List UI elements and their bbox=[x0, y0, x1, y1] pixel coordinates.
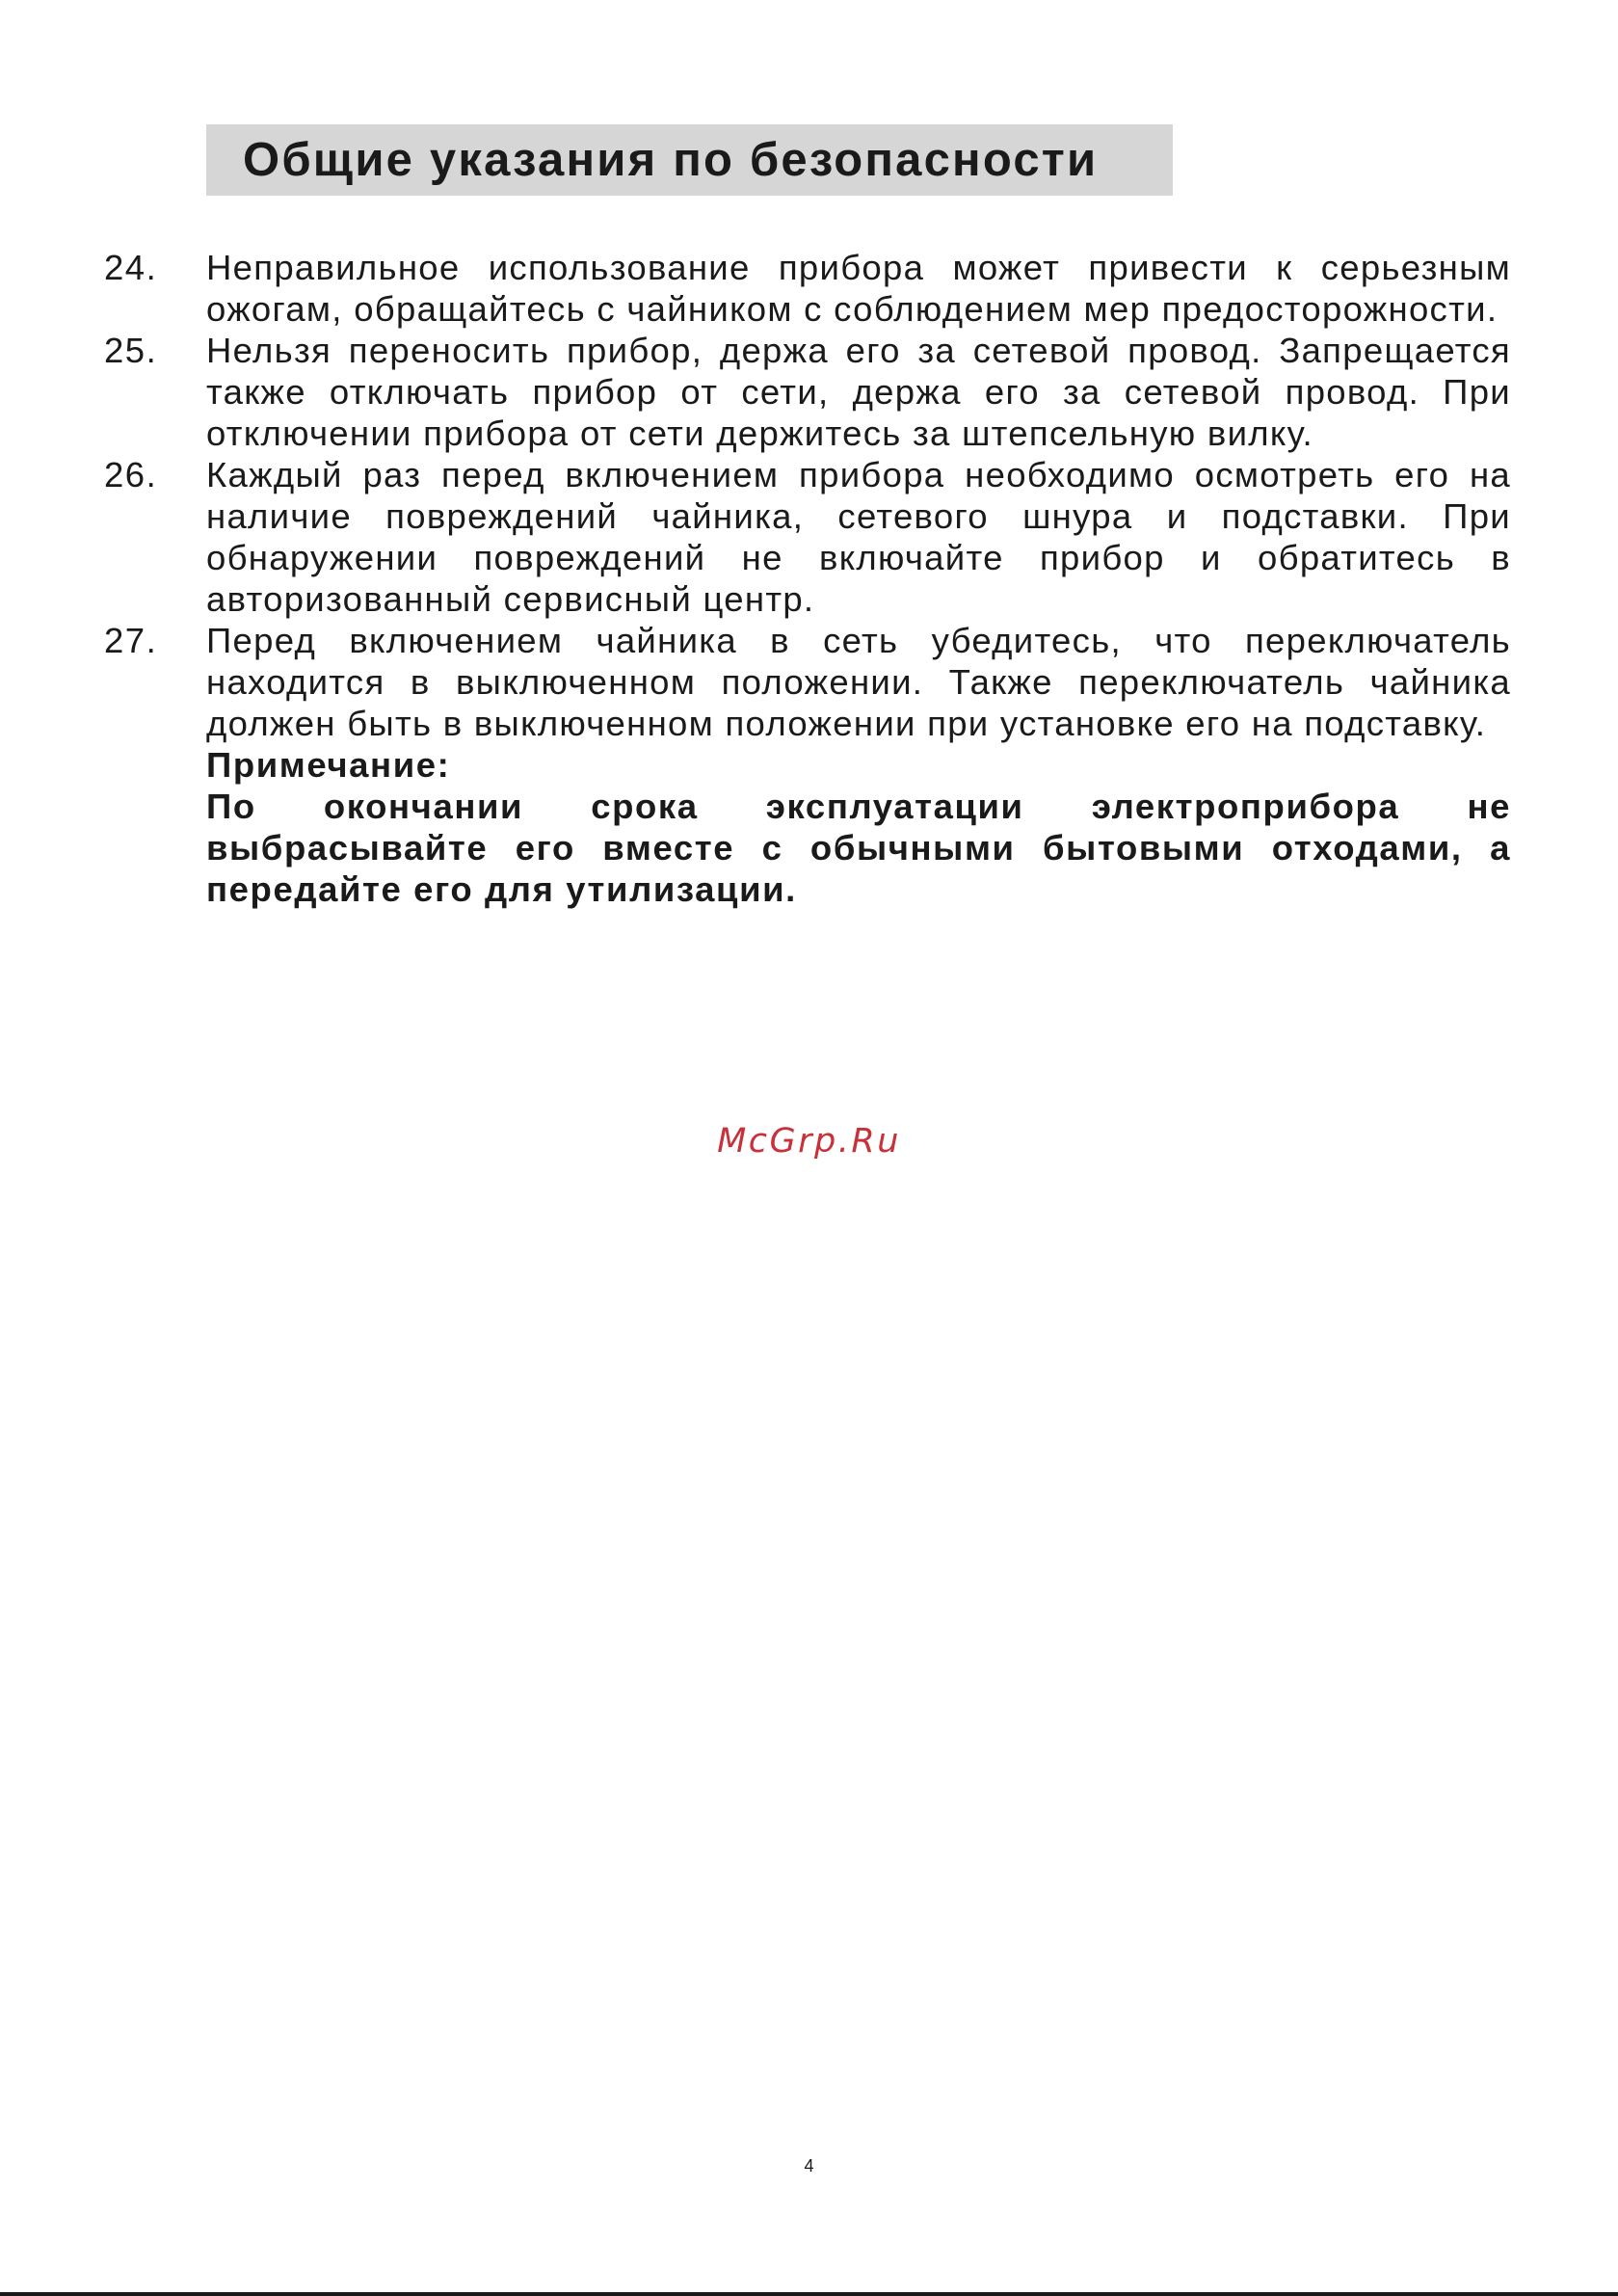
item-text: Нельзя переносить прибор, держа его за сетевой провод. Запрещается также отключать прибор от сети, держа его за сетевой провод. При отключении прибора от сети держитесь за штепсельную вилку. bbox=[206, 331, 1511, 453]
note-text: По окончании срока эксплуатации электроприбора не выбрасывайте его вместе с обычными бытовыми отходами, а передайте его для утилизации. bbox=[206, 787, 1511, 909]
section-heading-box bbox=[206, 124, 1173, 196]
list-item bbox=[104, 330, 1511, 454]
list-item bbox=[104, 620, 1511, 744]
list-item bbox=[104, 247, 1511, 330]
item-number: 26. bbox=[104, 455, 158, 494]
item-text: Каждый раз перед включением прибора необходимо осмотреть его на наличие повреждений чайника, сетевого шнура и подставки. При обнаружении повреждений не включайте прибор и обратитесь в авторизованный сервисный центр. bbox=[206, 455, 1511, 619]
section-heading: Общие указания по безопасности bbox=[243, 134, 1099, 186]
item-number: 25. bbox=[104, 331, 158, 370]
item-text: Перед включением чайника в сеть убедитесь, что переключатель находится в выключенном положении. Также переключатель чайника должен быть в выключенном положении при установке его на подставку. bbox=[206, 621, 1511, 743]
note-label: Примечание: bbox=[206, 745, 451, 785]
item-number: 24. bbox=[104, 248, 158, 287]
safety-instructions-list bbox=[104, 247, 1511, 910]
bottom-border bbox=[0, 2292, 1618, 2296]
page-number: 4 bbox=[804, 2156, 814, 2176]
watermark: McGrp.Ru bbox=[717, 1122, 901, 1161]
list-item bbox=[104, 454, 1511, 620]
item-number: 27. bbox=[104, 621, 158, 660]
item-text: Неправильное использование прибора может привести к серьезным ожогам, обращайтесь с чайником с соблюдением мер предосторожности. bbox=[206, 248, 1511, 329]
disposal-note bbox=[104, 744, 1511, 910]
